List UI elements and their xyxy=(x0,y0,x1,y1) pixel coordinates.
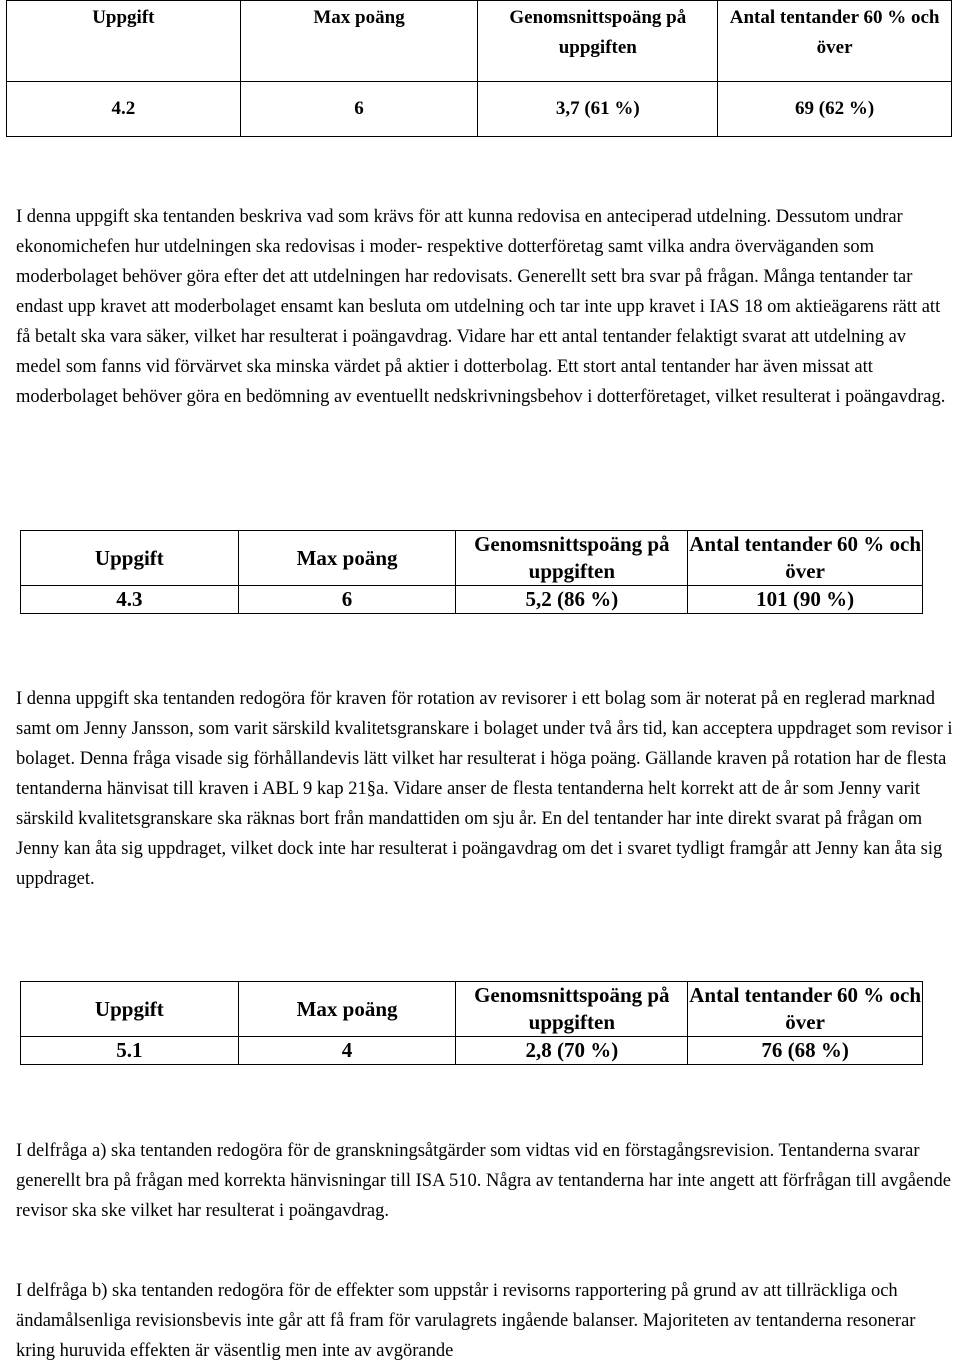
header-genomsnittspoang: Genomsnittspoäng på uppgiften xyxy=(478,1,718,82)
cell-max-poang: 4 xyxy=(238,1037,456,1065)
header-antal-tentander: Antal tentander 60 % och över xyxy=(718,1,952,82)
header-genomsnittspoang: Genomsnittspoäng på uppgiften xyxy=(456,531,688,586)
cell-genomsnittspoang: 5,2 (86 %) xyxy=(456,586,688,614)
header-uppgift: Uppgift xyxy=(7,1,241,82)
header-uppgift: Uppgift xyxy=(21,982,239,1037)
cell-antal-tentander: 101 (90 %) xyxy=(688,586,923,614)
cell-antal-tentander: 76 (68 %) xyxy=(688,1037,923,1065)
header-antal-tentander: Antal tentander 60 % och över xyxy=(688,982,923,1037)
table-row xyxy=(7,82,952,137)
cell-genomsnittspoang: 3,7 (61 %) xyxy=(478,82,718,137)
result-table-4-3 xyxy=(20,530,923,614)
cell-max-poang: 6 xyxy=(238,586,456,614)
table-row xyxy=(21,586,923,614)
cell-uppgift: 5.1 xyxy=(21,1037,239,1065)
cell-uppgift: 4.3 xyxy=(21,586,239,614)
paragraph-5-1-b: I delfråga b) ska tentanden redogöra för de effekter som uppstår i revisorns rapportering på grund av att tillräckliga och ändamålsenliga revisionsbevis inte går att få fram för varulagrets ingående balanser. Majoriteten av tentanderna resonerar kring huruvida effekten är väsentlig men inte av avgörande xyxy=(16,1280,916,1361)
paragraph-5-1-a: I delfråga a) ska tentanden redogöra för de granskningsåtgärder som vidtas vid en förstagångsrevision. Tentanderna svarar generellt bra på frågan med korrekta hänvisningar till ISA 510. Några av tentanderna har inte angett att förfrågan till avgående revisor ska ske vilket har resulterat i poängavdrag. xyxy=(16,1140,951,1221)
cell-max-poang: 6 xyxy=(240,82,478,137)
header-max-poang: Max poäng xyxy=(238,531,456,586)
result-table-4-2 xyxy=(6,0,952,137)
table-row xyxy=(21,1037,923,1065)
header-uppgift: Uppgift xyxy=(21,531,239,586)
table-header-row xyxy=(21,531,923,586)
cell-genomsnittspoang: 2,8 (70 %) xyxy=(456,1037,688,1065)
header-genomsnittspoang: Genomsnittspoäng på uppgiften xyxy=(456,982,688,1037)
result-table-5-1 xyxy=(20,981,923,1065)
header-max-poang: Max poäng xyxy=(240,1,478,82)
paragraph-4-2: I denna uppgift ska tentanden beskriva vad som krävs för att kunna redovisa en anteciperad utdelning. Dessutom undrar ekonomichefen hur utdelningen ska redovisas i moder- respektive dotterföretag samt vilka andra överväganden som moderbolaget behöver göra efter det att utdelningen har redovisats. Generellt sett bra svar på frågan. Många tentander tar endast upp kravet att moderbolaget ensamt kan besluta om utdelning och tar inte upp kravet i IAS 18 om aktieägarens rätt att få betalt ska vara säker, vilket har resulterat i poängavdrag. Vidare har ett antal tentander felaktigt svarat att utdelning av medel som fanns vid förvärvet ska minska värdet på aktier i dotterbolag. Ett stort antal tentander har även missat att moderbolaget behöver göra en bedömning av eventuellt nedskrivningsbehov i dotterföretaget, vilket resulterat i poängavdrag. xyxy=(16,206,946,407)
header-antal-tentander: Antal tentander 60 % och över xyxy=(688,531,923,586)
paragraph-4-3: I denna uppgift ska tentanden redogöra för kraven för rotation av revisorer i ett bolag som är noterat på en reglerad marknad samt om Jenny Jansson, som varit särskild kvalitetsgranskare i bolaget under två års tid, kan acceptera uppdraget som revisor i bolaget. Denna fråga visade sig förhållandevis lätt vilket har resulterat i höga poäng. Gällande kraven på rotation har de flesta tentanderna hänvisat till kraven i ABL 9 kap 21§a. Vidare anser de flesta tentanderna helt korrekt att de år som Jenny varit särskild kvalitetsgranskare ska räknas bort från mandattiden om sju år. En del tentander har inte direkt svarat på frågan om Jenny kan åta sig uppdraget, vilket dock inte har resulterat i poängavdrag om det i svaret tydligt framgår att Jenny kan åta sig uppdraget. xyxy=(16,688,953,889)
table-header-row xyxy=(21,982,923,1037)
header-max-poang: Max poäng xyxy=(238,982,456,1037)
cell-antal-tentander: 69 (62 %) xyxy=(718,82,952,137)
cell-uppgift: 4.2 xyxy=(7,82,241,137)
table-header-row xyxy=(7,1,952,82)
